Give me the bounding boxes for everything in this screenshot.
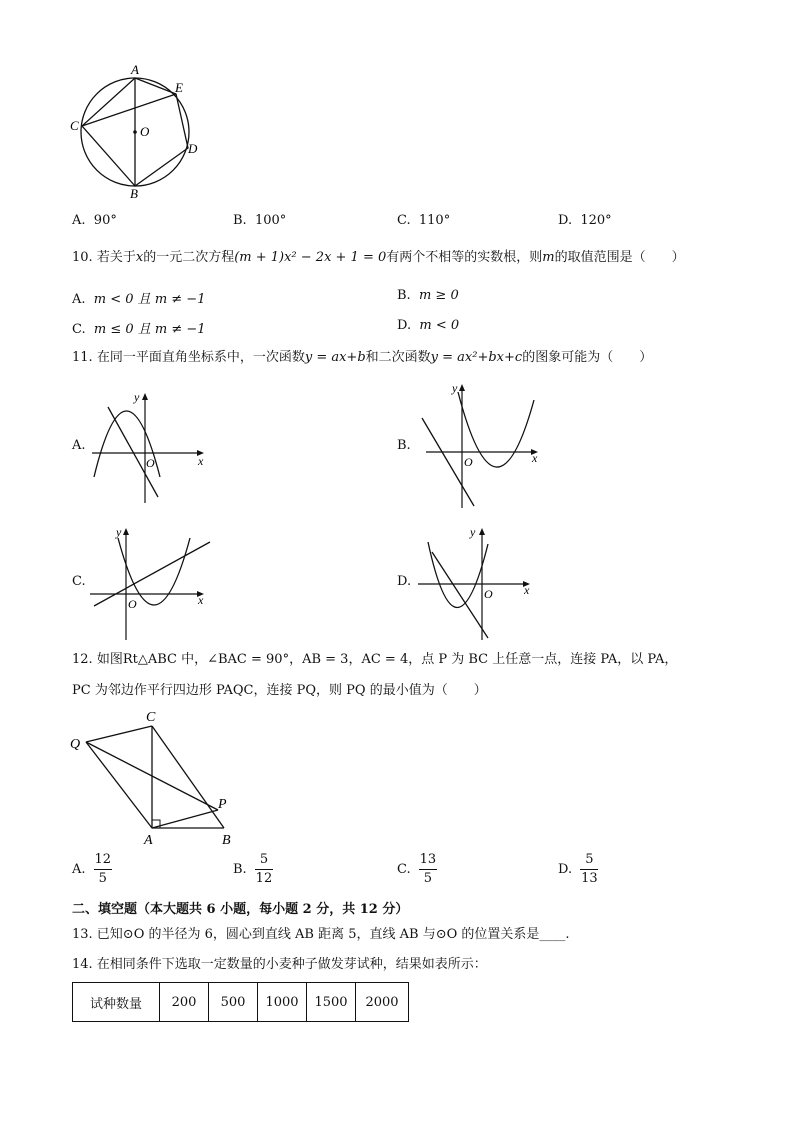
y-label: y — [452, 381, 458, 395]
q12-option-fraction — [580, 852, 598, 887]
q9-option-text: 120° — [580, 213, 612, 228]
y-axis-arrow — [479, 528, 485, 535]
table-row — [73, 983, 409, 1022]
table-cell: 1500 — [307, 983, 356, 1022]
numerator: 12 — [94, 852, 112, 867]
q9-option-text: 110° — [418, 213, 451, 228]
q11-option-d[interactable] — [397, 574, 411, 589]
q12-line1: 如图Rt△ABC 中，∠BAC = 90°，AB = 3，AC = 4，点 P 为 BC 上任意一点，连接 PA，以 PA， — [96, 652, 678, 667]
q10-option-text: m < 0 且 m ≠ −1 — [93, 292, 206, 307]
x-label: x — [524, 583, 530, 597]
denominator: 5 — [423, 871, 433, 886]
q12-label-P: P — [218, 797, 227, 812]
q9-label-D: D — [188, 141, 198, 156]
q9-label-C: C — [70, 118, 79, 133]
y-axis-arrow — [123, 528, 129, 535]
q12-side-QC — [86, 726, 152, 742]
q9-option-d[interactable] — [558, 213, 612, 228]
q11-stem — [72, 350, 652, 366]
denominator: 5 — [98, 871, 107, 886]
origin-label: O — [146, 456, 155, 470]
q14-table — [72, 982, 409, 1022]
q12-option-letter: B. — [233, 862, 247, 877]
q13-stem: 13. 已知⊙O 的半径为 6，圆心到直线 AB 距离 5，直线 AB 与⊙O 的位置关系是____. — [72, 927, 570, 942]
q10-number: 10. — [72, 250, 93, 265]
y-label: y — [470, 525, 476, 539]
q9-label-O: O — [140, 124, 150, 139]
table-cell: 2000 — [356, 983, 409, 1022]
q12-label-B: B — [222, 833, 231, 848]
q12-parallelogram-figure — [64, 706, 254, 852]
q10-option-letter: C. — [72, 322, 86, 337]
fraction-bar — [580, 869, 598, 870]
q11-stem-c: 的图象可能为（ ） — [522, 350, 653, 365]
q9-option-letter: D. — [558, 213, 573, 228]
q10-option-letter: B. — [397, 288, 411, 303]
q11-graph-c — [88, 522, 218, 644]
parabola — [428, 542, 488, 608]
q12-option-fraction — [255, 852, 273, 887]
q10-var-m: m — [542, 250, 555, 265]
q11-option-letter: B. — [397, 438, 411, 453]
table-header-cell: 试种数量 — [73, 983, 160, 1022]
q12-side-PA — [152, 810, 218, 828]
q10-stem-a: 若关于 — [96, 250, 136, 265]
numerator: 5 — [259, 852, 269, 867]
q11-linear: y = ax+b — [304, 350, 366, 365]
q12-option-letter: C. — [397, 862, 411, 877]
q9-chord-CE — [82, 94, 176, 126]
section-title: 二、填空题（本大题共 6 小题，每小题 2 分，共 12 分） — [72, 902, 409, 917]
q9-option-letter: B. — [233, 213, 247, 228]
q9-label-A: A — [131, 62, 139, 77]
q10-option-b[interactable] — [397, 288, 459, 303]
q10-option-d[interactable] — [397, 318, 459, 333]
q9-option-a[interactable] — [72, 213, 117, 228]
q10-equation: (m + 1)x² − 2x + 1 = 0 — [234, 250, 387, 265]
x-label: x — [198, 454, 204, 468]
q10-stem — [72, 250, 685, 266]
q12-option-letter: D. — [558, 862, 573, 877]
q12-stem-line1 — [72, 652, 677, 668]
q9-option-text: 90° — [93, 213, 117, 228]
q14-stem: 14. 在相同条件下选取一定数量的小麦种子做发芽试种，结果如表所示： — [72, 957, 487, 972]
q9-option-letter: A. — [72, 213, 86, 228]
q9-circle-figure — [60, 58, 230, 208]
q11-option-letter: D. — [397, 574, 412, 589]
y-axis-arrow — [459, 384, 465, 391]
q11-option-b[interactable] — [397, 438, 411, 453]
q10-var-x: x — [135, 250, 144, 265]
q12-number: 12. — [72, 652, 93, 667]
q12-option-fraction — [94, 852, 112, 887]
q9-option-letter: C. — [397, 213, 411, 228]
q9-option-b[interactable] — [233, 213, 286, 228]
fraction-bar — [419, 869, 437, 870]
y-label: y — [134, 390, 140, 404]
parabola — [118, 538, 190, 605]
q10-option-text: m ≥ 0 — [418, 288, 459, 303]
table-cell: 1000 — [258, 983, 307, 1022]
q11-number: 11. — [72, 350, 93, 365]
q10-stem-c: 有两个不相等的实数根，则 — [386, 250, 543, 265]
q10-option-a[interactable] — [72, 288, 205, 307]
q10-option-c[interactable] — [72, 318, 206, 337]
table-cell: 200 — [160, 983, 209, 1022]
q10-stem-d: 的取值范围是（ ） — [554, 250, 685, 265]
q9-center-dot — [133, 130, 137, 134]
q11-option-a[interactable] — [72, 438, 86, 453]
q12-option-fraction — [419, 852, 437, 887]
origin-label: O — [464, 455, 473, 469]
numerator: 5 — [585, 852, 594, 867]
q10-stem-b: 的一元二次方程 — [143, 250, 235, 265]
q12-option-c[interactable] — [397, 852, 437, 887]
line — [432, 552, 488, 638]
q9-option-text: 100° — [254, 213, 287, 228]
q10-option-letter: D. — [397, 318, 412, 333]
q12-option-d[interactable] — [558, 852, 598, 887]
y-label: y — [116, 525, 122, 539]
fraction-bar — [94, 869, 112, 870]
q11-graph-b — [416, 378, 546, 513]
fraction-bar — [255, 869, 273, 870]
y-axis-arrow — [142, 393, 148, 400]
q12-option-letter: A. — [72, 862, 86, 877]
q11-quadratic: y = ax²+bx+c — [430, 350, 523, 365]
q9-option-c[interactable] — [397, 213, 450, 228]
q11-option-c[interactable] — [72, 574, 86, 589]
q10-option-text: m ≤ 0 且 m ≠ −1 — [93, 322, 206, 337]
numerator: 13 — [419, 852, 437, 867]
q11-option-letter: C. — [72, 574, 86, 589]
q9-label-E: E — [175, 80, 183, 95]
denominator: 13 — [581, 871, 598, 886]
line — [94, 542, 210, 606]
denominator: 12 — [255, 871, 273, 886]
q12-stem-line2 — [72, 683, 487, 699]
origin-label: O — [128, 597, 137, 611]
q10-option-text: m < 0 — [419, 318, 460, 333]
q12-label-Q: Q — [70, 737, 81, 752]
q9-label-B: B — [130, 186, 138, 201]
q11-graph-a — [90, 385, 215, 505]
q12-side-QA — [86, 742, 152, 828]
q12-label-A: A — [144, 833, 153, 848]
x-label: x — [532, 451, 538, 465]
line — [108, 407, 158, 497]
q12-label-C: C — [146, 710, 156, 725]
q10-option-letter: A. — [72, 292, 86, 307]
x-label: x — [198, 593, 204, 607]
q12-option-a[interactable] — [72, 852, 112, 887]
q11-option-letter: A. — [72, 438, 86, 453]
q11-stem-b: 和二次函数 — [365, 350, 431, 365]
table-cell: 500 — [209, 983, 258, 1022]
q11-stem-a: 在同一平面直角坐标系中，一次函数 — [96, 350, 305, 365]
q11-graph-d — [414, 522, 544, 644]
q12-line2: PC 为邻边作平行四边形 PAQC，连接 PQ，则 PQ 的最小值为（ ） — [72, 683, 487, 698]
q12-side-CB — [152, 726, 224, 828]
q12-option-b[interactable] — [233, 852, 273, 887]
origin-label: O — [484, 587, 493, 601]
